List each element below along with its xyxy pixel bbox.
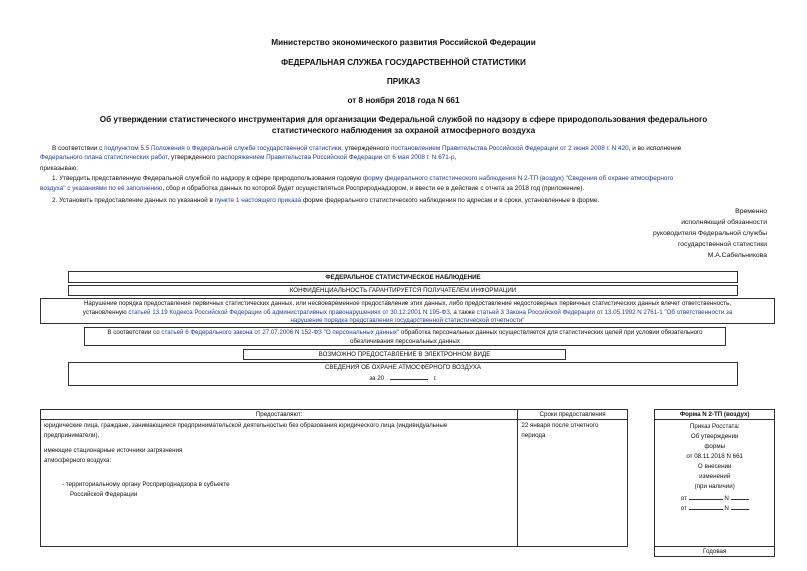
form-approval-line-4: от 08.11.2018 N 661 (686, 453, 743, 460)
paragraph-basis-cont (40, 153, 775, 162)
electronic-box: ВОЗМОЖНО ПРЕДОСТАВЛЕНИЕ В ЭЛЕКТРОННОМ ВИДЕ (243, 349, 566, 360)
paragraph-item-2-text-b: форме федерального статистического наблюдения по адресам и в сроки, установленные в форме. (301, 197, 600, 204)
signature-block (653, 206, 767, 261)
period-prefix: за 20 (369, 375, 385, 382)
document-title-line1: Об утверждении статистического инструментария для организации Федеральной службой по надзору в сфере природопользования федерального (99, 115, 708, 124)
form-approval-line-7: (при наличии) (694, 483, 735, 490)
amendment-row-2 (655, 504, 774, 514)
link-law-152fz[interactable]: статьей 6 Федерального закона от 27.07.2006 N 152-ФЗ "О персональных данных" (161, 329, 400, 336)
personal-data-text-a: В соответствии со (107, 329, 162, 336)
link-law-2761-1-cont[interactable]: нарушение порядка представления государственной статистической отчетности" (290, 317, 525, 324)
violation-text-b: установленную (82, 308, 129, 316)
personal-data-text-b: обработка персональных данных осуществляется для статистических целей при условии обязательного (399, 329, 703, 336)
violation-line-3 (41, 317, 774, 326)
period-suffix: г. (433, 375, 437, 382)
violation-line-2 (41, 309, 774, 318)
table-spacer-cell (627, 420, 655, 547)
paragraph-item-1-text-b: , сбор и обработка данных по которой будет осуществляться Росприроднадзором, и ввести ее в действие с отчета за 2018 год (приложение). (162, 185, 585, 192)
paragraph-basis (40, 144, 775, 153)
submission-table-header (41, 410, 775, 420)
periodicity-cell: Годовая (655, 547, 775, 557)
col-deadline-header: Сроки предоставления (518, 410, 627, 420)
amendment-row-1 (655, 494, 774, 504)
paragraph-item-2 (40, 196, 775, 205)
signature-line-5: М.А.Сабельникова (707, 252, 767, 259)
submission-table (40, 409, 775, 557)
paragraph-basis-text-a: В соответствии с (52, 145, 105, 152)
link-point-1[interactable]: пункте 1 настоящего приказа (214, 197, 302, 204)
amendment-from-label-1: от (680, 495, 687, 502)
submission-table-row (41, 420, 775, 547)
amendment-number-field-1[interactable] (731, 499, 749, 500)
violation-box (40, 298, 775, 324)
periodicity-empty-2 (518, 547, 627, 557)
signature-line-2: исполняющий обязанности (681, 219, 767, 226)
form-approval-cell (655, 420, 775, 547)
order-word: приказываю: (40, 165, 78, 172)
form-approval-line-5: О внесении (697, 463, 732, 470)
report-title: СВЕДЕНИЯ ОБ ОХРАНЕ АТМОСФЕРНОГО ВОЗДУХА (324, 364, 482, 371)
paragraph-item-1 (40, 174, 775, 183)
submitters-line-4: атмосферного воздуха: (44, 457, 112, 464)
deadline-cell: 22 января после отчетного периода (518, 420, 627, 547)
col-form-header: Форма N 2-ТП (воздух) (655, 410, 775, 420)
periodicity-empty-3 (627, 547, 655, 557)
signature-line-4: государственной статистики (677, 241, 767, 248)
amendment-n-label-1: N (724, 495, 729, 502)
amendment-from-label-2: от (680, 505, 687, 512)
submitters-line-5: - территориальному органу Росприроднадзора в субъекте (62, 481, 230, 488)
form-approval-line-1: Приказ Росстата: (689, 423, 740, 430)
form-approval-line-6: изменений (699, 473, 731, 480)
submitters-line-2: предприниматели), (44, 432, 100, 439)
personal-data-box (84, 327, 726, 346)
link-koap-13-19[interactable]: статьей 13.19 Кодекса Российской Федерации об административных правонарушениях от 30.12.2001 N 195-ФЗ (128, 308, 450, 316)
paragraph-item-2-text-a: 2. Установить предоставление данных по указанной в (52, 197, 215, 204)
link-government-decree-420[interactable]: постановлением Правительства Российской Федерации от 2 июня 2008 г. N 420 (390, 145, 629, 152)
paragraph-basis-text-e: , (454, 154, 457, 161)
paragraph-item-1-text-a: 1. Утвердить представленную Федеральной службой по надзору в сфере природопользования годовую (52, 175, 363, 182)
ministry-name: Министерство экономического развития Российской Федерации (271, 38, 536, 47)
submitters-line-3: имеющие стационарные источники загрязнения (44, 447, 183, 454)
signature-line-1: Временно (735, 208, 767, 215)
form-approval-line-2: Об утверждении (690, 433, 739, 440)
paragraph-basis-text-c: , и во исполнение (628, 145, 682, 152)
report-period (69, 375, 737, 382)
observation-box: ФЕДЕРАЛЬНОЕ СТАТИСТИЧЕСКОЕ НАБЛЮДЕНИЕ (68, 271, 738, 283)
submitters-cell (41, 420, 518, 547)
periodicity-empty-1 (41, 547, 518, 557)
table-spacer (627, 410, 655, 420)
paragraph-basis-text-b: , утвержденного (341, 145, 391, 152)
paragraph-basis-text-d: , утвержденного (167, 154, 218, 161)
personal-data-line-1 (85, 329, 725, 338)
confidentiality-box: КОНФИДЕНЦИАЛЬНОСТЬ ГАРАНТИРУЕТСЯ ПОЛУЧАТЕЛЕМ ИНФОРМАЦИИ (68, 285, 738, 296)
link-form-instructions[interactable]: воздуха" с указаниями по её заполнению (40, 185, 163, 192)
violation-text-c: , а также (449, 308, 477, 316)
document-title-line2: статистического наблюдения за охраной атмосферного воздуха (271, 126, 536, 135)
amendment-number-field-2[interactable] (731, 509, 749, 510)
periodicity-row (41, 547, 775, 557)
col-submit-header: Предоставляют: (41, 410, 518, 420)
submitters-line-1: юридические лица, граждане, занимающиеся предпринимательской деятельностью без образования юридического лица (индивидуальные (44, 422, 448, 429)
link-subpoint-5-5[interactable]: подпунктом 5.5 Положения о Федеральной службе государственной статистики (104, 145, 342, 152)
service-name: ФЕДЕРАЛЬНАЯ СЛУЖБА ГОСУДАРСТВЕННОЙ СТАТИСТИКИ (281, 58, 526, 67)
submitters-line-6: Российской Федерации (70, 491, 138, 498)
report-title-box (68, 362, 738, 386)
signature-line-3: руководителя Федеральной службы (652, 230, 767, 237)
link-government-order-671r[interactable]: распоряжением Правительства Российской Федерации от 6 мая 2008 г. N 671-р (217, 154, 455, 161)
personal-data-text-c: обезличивания персональных данных (350, 337, 460, 345)
document-type: ПРИКАЗ (386, 77, 421, 86)
link-law-2761-1[interactable]: статьей 3 Закона Российской Федерации от 13.05.1992 N 2761-1 "Об ответственности за (476, 308, 733, 316)
link-form-2tp-air[interactable]: форму федерального статистического наблюдения N 2-ТП (воздух) "Сведения об охране атмосферного (362, 175, 674, 182)
amendment-date-field-1[interactable] (689, 499, 723, 500)
violation-text-a: Нарушение порядка предоставления первичных статистических данных, или несвоевременное предоставление этих данных, либо предоставление недостоверных первичных статистических данных влечет ответственность, (83, 300, 732, 307)
document-date: от 8 ноября 2018 года N 661 (347, 96, 460, 105)
link-federal-plan[interactable]: Федерального плана статистических работ (40, 154, 168, 161)
document-title (0, 114, 807, 136)
amendment-n-label-2: N (724, 505, 729, 512)
amendment-date-field-2[interactable] (689, 509, 723, 510)
form-approval-line-3: формы (704, 443, 726, 450)
period-year-field[interactable] (390, 379, 428, 380)
paragraph-item-1-cont (40, 184, 775, 193)
